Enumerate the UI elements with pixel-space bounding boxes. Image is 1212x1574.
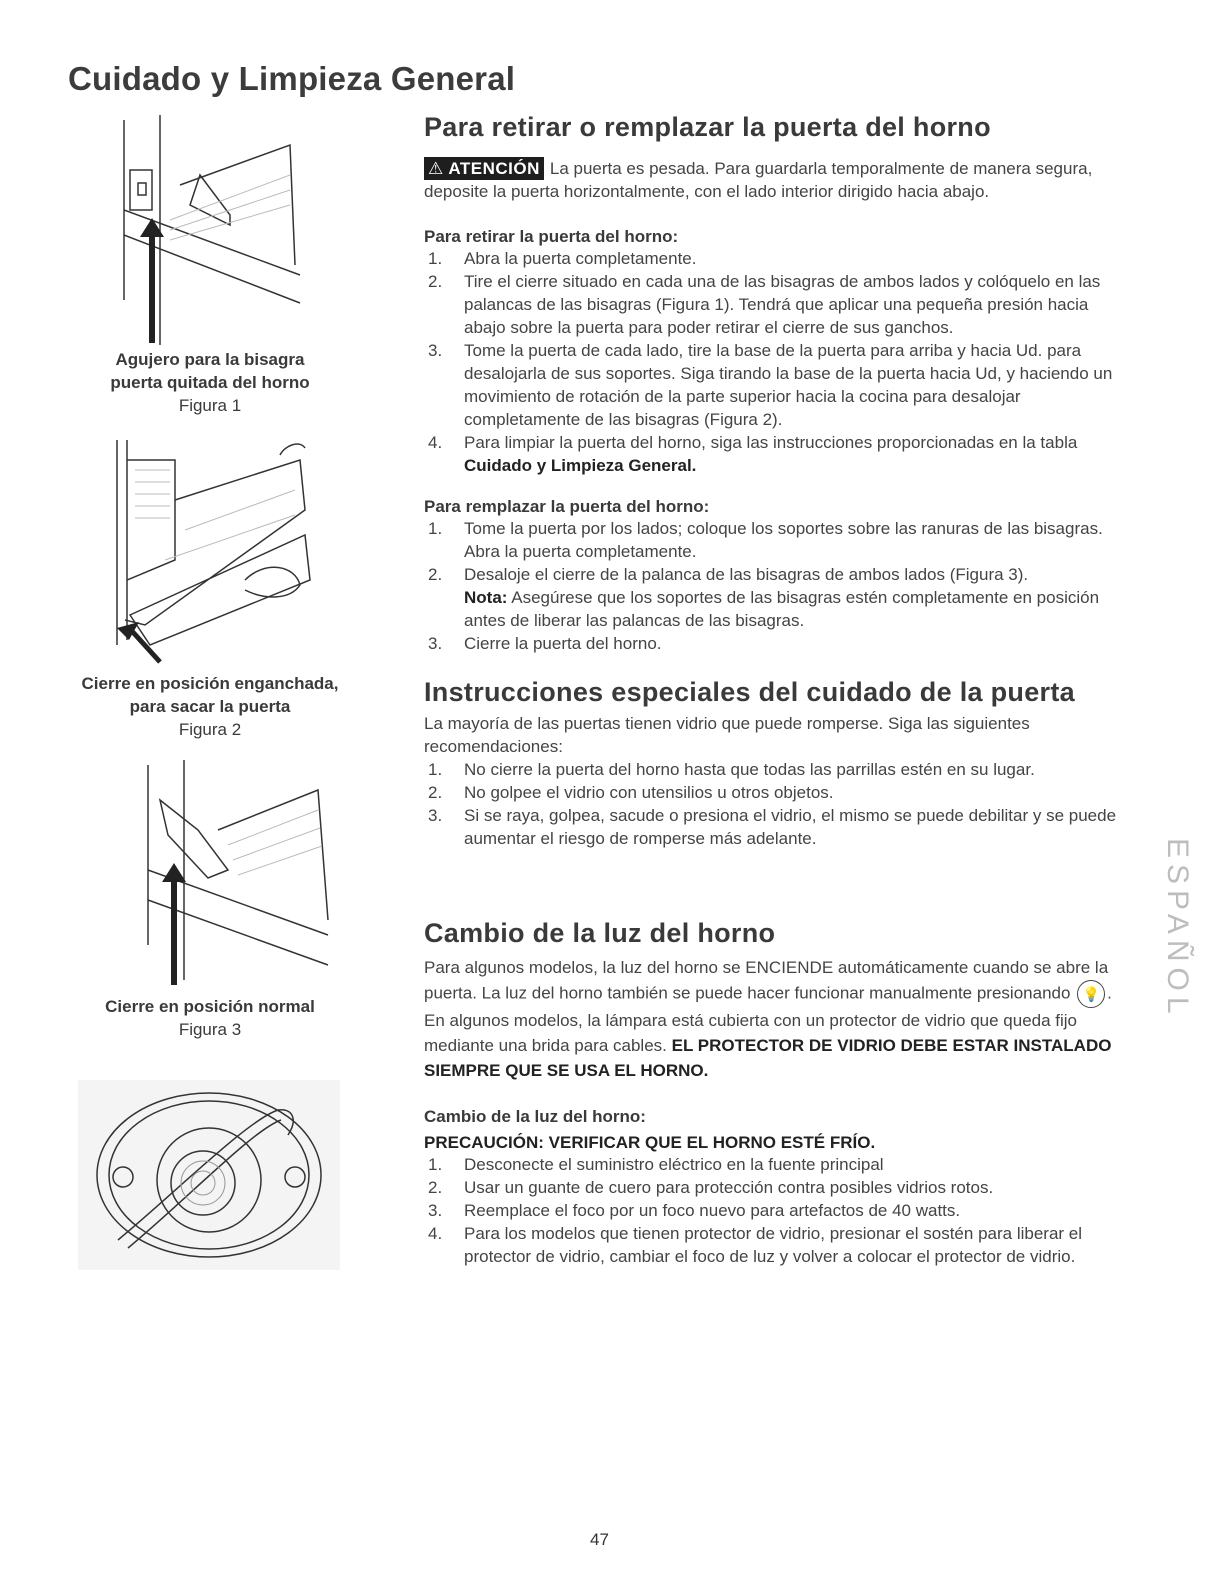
list-item: 1. Desconecte el suministro eléctrico en la fuente principal (428, 1155, 884, 1174)
section-special-heading: Instrucciones especiales del cuidado de la puerta (424, 677, 1075, 707)
remove-door-heading: Para retirar la puerta del horno: (424, 227, 679, 246)
warning-paragraph (424, 157, 1124, 203)
replace-door-steps (424, 517, 1124, 655)
figure-2-caption (40, 672, 380, 741)
list-item: 2. Desaloje el cierre de la palanca de las bisagras de ambos lados (Figura 3). Nota: Asegúrese que los soportes de las bisagras estén completamente en posición antes de liberar las palancas de las bisagras. (428, 565, 1100, 630)
figure-3-caption (60, 995, 360, 1041)
figure-3-caption-line-2: Figura 3 (178, 1020, 242, 1039)
list-item: 2. Tire el cierre situado en cada una de las bisagras de ambos lados y colóquelo en las palancas de las bisagras (Figura 1). Tendrá que aplicar una pequeña presión hacia abajo sobre la puerta para poder retirar el cierre de sus ganchos. (428, 272, 1101, 337)
light-bulb-icon: 💡 (1077, 980, 1105, 1008)
language-side-tab-label: ESPAÑOL (1161, 838, 1194, 1020)
content-column (424, 112, 1124, 1268)
figures-column (0, 0, 400, 1574)
light-change-heading: Cambio de la luz del horno: (424, 1107, 646, 1126)
list-item: 1. Tome la puerta por los lados; coloque los soportes sobre las ranuras de las bisagras. Abra la puerta completamente. (428, 519, 1103, 561)
figure-1-caption-line-1: Agujero para la bisagra (115, 350, 305, 369)
caution-text: PRECAUCIÓN: VERIFICAR QUE EL HORNO ESTÉ FRÍO. (424, 1133, 876, 1152)
list-item: 3. Cierre la puerta del horno. (428, 634, 662, 653)
section-light-heading: Cambio de la luz del horno (424, 918, 776, 948)
list-item: 1. Abra la puerta completamente. (428, 249, 697, 268)
figure-1-caption-line-2: puerta quitada del horno (110, 373, 310, 392)
list-item: 4. Para limpiar la puerta del horno, siga las instrucciones proporcionadas en la tabla Cuidado y Limpieza General. (428, 433, 1078, 475)
note-label: Nota: (464, 588, 508, 607)
section-door-heading: Para retirar o remplazar la puerta del horno (424, 112, 991, 142)
figure-1-caption-line-3: Figura 1 (178, 396, 242, 415)
list-item: 2. Usar un guante de cuero para protección contra posibles vidrios rotos. (428, 1178, 994, 1197)
figure-3-caption-line-1: Cierre en posición normal (105, 997, 315, 1016)
warning-label: ATENCIÓN (448, 159, 540, 178)
special-intro: La mayoría de las puertas tienen vidrio que puede romperse. Siga las siguientes recomendaciones: (424, 714, 1030, 756)
light-steps (424, 1153, 1124, 1268)
figure-1-caption (60, 348, 360, 417)
lamp-illustration (78, 1080, 340, 1270)
list-item: 1. No cierre la puerta del horno hasta que todas las parrillas estén en su lugar. (428, 760, 1035, 779)
figure-2-illustration (105, 440, 320, 665)
special-steps (424, 758, 1124, 850)
list-item: 3. Si se raya, golpea, sacude o presiona el vidrio, el mismo se puede debilitar y se puede aumentar el riesgo de romperse más adelante. (428, 806, 1117, 848)
replace-door-heading: Para remplazar la puerta del horno: (424, 497, 710, 516)
light-intro-warning: EL PROTECTOR DE VIDRIO DEBE ESTAR INSTALADO SIEMPRE QUE SE USA EL HORNO. (424, 1036, 1112, 1080)
list-item: 3. Reemplace el foco por un foco nuevo para artefactos de 40 watts. (428, 1201, 961, 1220)
page-title: Cuidado y Limpieza General (68, 60, 516, 97)
figure-1-illustration (110, 115, 310, 345)
list-item: 2. No golpee el vidrio con utensilios u otros objetos. (428, 783, 834, 802)
list-item: 4. Para los modelos que tienen protector de vidrio, presionar el sostén para liberar el protector de vidrio, cambiar el foco de luz y volver a colocar el protector de vidrio. (428, 1224, 1083, 1266)
figure-2-caption-line-3: Figura 2 (178, 720, 242, 739)
page-number: 47 (590, 1530, 609, 1549)
figure-2-caption-line-1: Cierre en posición enganchada, (81, 674, 339, 693)
figure-2-caption-line-2: para sacar la puerta (129, 697, 291, 716)
figure-3-illustration (138, 760, 338, 990)
language-side-tab (1150, 838, 1194, 1020)
warning-text: La puerta es pesada. Para guardarla temporalmente de manera segura, deposite la puerta horizontalmente, con el lado interior dirigido hacia abajo. (424, 159, 1093, 201)
light-intro: Para algunos modelos, la luz del horno se ENCIENDE automáticamente cuando se abre la puerta. La luz del horno también se puede hacer funcionar manualmente presionando 💡 . En algunos modelos, la lámpara está cubierta con un protector de vidrio que queda fijo mediante una brida para cables. EL PROTECTOR DE VIDRIO DEBE ESTAR INSTALADO SIEMPRE QUE SE USA EL HORNO. (424, 958, 1112, 1080)
note-text: Asegúrese que los soportes de las bisagras estén completamente en posición antes de liberar las palancas de las bisagras. (464, 588, 1100, 630)
warning-badge: ⚠ ATENCIÓN (424, 157, 544, 180)
list-item: 3. Tome la puerta de cada lado, tire la base de la puerta para arriba y hacia Ud. para desalojarla de sus soportes. Siga tirando la base de la puerta hacia Ud, y haciendo un movimiento de rotación de la parte superior hacia la cocina para desalojar completamente de las bisagras (Figura 2). (428, 341, 1113, 429)
remove-door-steps (424, 247, 1124, 477)
